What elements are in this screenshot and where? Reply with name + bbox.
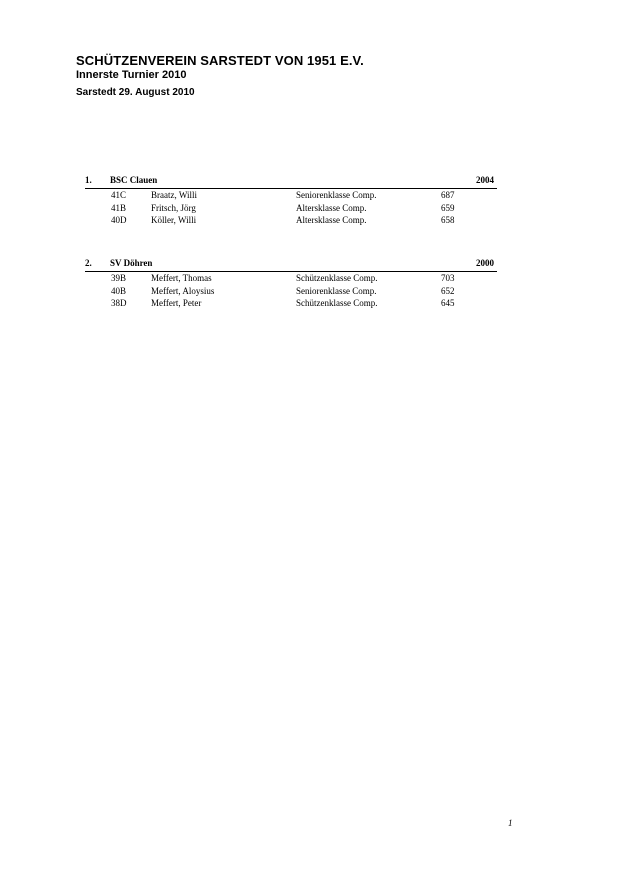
team-rank: 1. xyxy=(85,175,92,185)
shooter-class: Seniorenklasse Comp. xyxy=(296,285,377,296)
shooter-name: Köller, Willi xyxy=(151,215,197,225)
shooter-score: 659 xyxy=(441,202,455,213)
team-block-2 xyxy=(85,258,497,310)
start-number: 39B xyxy=(111,273,127,283)
shooter-class: Seniorenklasse Comp. xyxy=(296,190,377,200)
team-header xyxy=(85,175,497,189)
page-number: 1 xyxy=(508,818,513,828)
shooter-name: Meffert, Thomas xyxy=(151,273,212,283)
start-number: 40B xyxy=(111,285,127,296)
start-number: 41B xyxy=(111,202,127,213)
team-total-score: 2004 xyxy=(476,175,494,185)
shooter-score: 703 xyxy=(441,273,455,283)
member-row xyxy=(85,189,497,202)
member-row xyxy=(85,202,497,215)
team-block-1 xyxy=(85,175,497,227)
shooter-class: Schützenklasse Comp. xyxy=(296,273,378,283)
team-name: SV Döhren xyxy=(110,258,153,268)
member-row xyxy=(85,272,497,285)
club-title: SCHÜTZENVEREIN SARSTEDT VON 1951 E.V. xyxy=(76,53,364,68)
shooter-score: 658 xyxy=(441,215,455,225)
shooter-name: Fritsch, Jörg xyxy=(151,202,196,213)
team-header xyxy=(85,258,497,272)
team-name: BSC Clauen xyxy=(110,175,158,185)
shooter-class: Altersklasse Comp. xyxy=(296,215,367,225)
start-number: 38D xyxy=(111,298,127,308)
shooter-class: Altersklasse Comp. xyxy=(296,202,367,213)
member-row xyxy=(85,214,497,227)
member-row xyxy=(85,297,497,310)
start-number: 41C xyxy=(111,190,127,200)
shooter-name: Braatz, Willi xyxy=(151,190,197,200)
start-number: 40D xyxy=(111,215,127,225)
shooter-name: Meffert, Peter xyxy=(151,298,202,308)
shooter-score: 645 xyxy=(441,298,455,308)
event-title: Innerste Turnier 2010 xyxy=(76,69,187,81)
location-date: Sarstedt 29. August 2010 xyxy=(76,87,195,98)
team-rank: 2. xyxy=(85,258,92,268)
shooter-score: 687 xyxy=(441,190,455,200)
shooter-class: Schützenklasse Comp. xyxy=(296,298,378,308)
team-total-score: 2000 xyxy=(476,258,494,268)
shooter-name: Meffert, Aloysius xyxy=(151,285,215,296)
member-row xyxy=(85,285,497,298)
shooter-score: 652 xyxy=(441,285,455,296)
